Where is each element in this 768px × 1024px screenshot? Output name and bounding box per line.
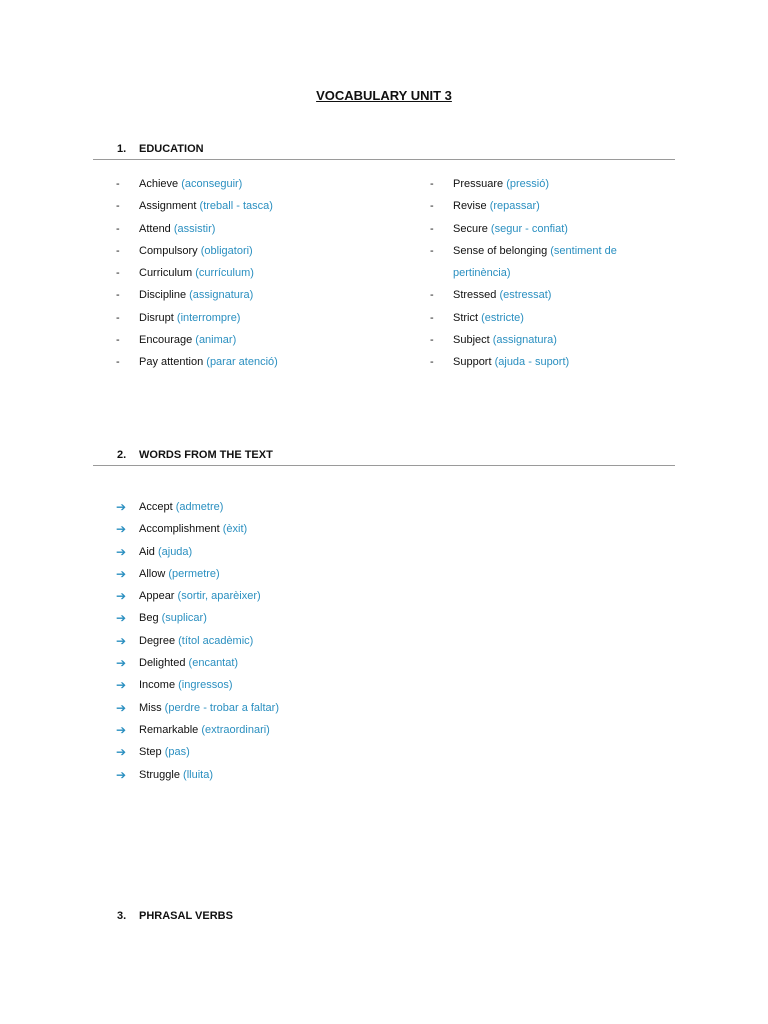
list-item (116, 496, 279, 518)
list-item (116, 351, 278, 373)
dash-bullet: - (430, 244, 434, 257)
arrow-right-icon: ➔ (116, 722, 127, 737)
list-item (430, 284, 617, 306)
section-title: PHRASAL VERBS (139, 910, 233, 922)
section-number: 3. (117, 910, 127, 922)
arrow-right-icon: ➔ (116, 767, 127, 782)
vocab-translation: (segur - confiat) (490, 222, 568, 235)
dash-bullet: - (430, 289, 434, 302)
list-item (116, 173, 278, 195)
arrow-right-icon: ➔ (116, 544, 127, 559)
vocab-translation: (pressió) (506, 178, 549, 190)
vocab-translation: (currículum) (195, 267, 254, 280)
section-number: 2. (117, 449, 127, 461)
list-item (116, 518, 279, 540)
dash-bullet: - (430, 178, 434, 190)
education-right-column (430, 173, 617, 374)
vocab-translation: (interrompre) (176, 311, 241, 324)
vocab-word: Pay attention (139, 356, 204, 369)
vocab-word: Income (139, 679, 176, 692)
vocab-translation: (títol acadèmic) (178, 634, 254, 647)
list-item (116, 719, 279, 741)
vocab-translation: (assignatura) (492, 334, 557, 347)
vocab-word: Sense of belonging (453, 244, 548, 257)
vocab-word: Degree (139, 634, 176, 647)
list-item (116, 630, 279, 652)
vocab-translation: (permetre) (168, 567, 220, 580)
vocab-word: Accept (139, 501, 173, 513)
vocab-word: Remarkable (139, 723, 199, 736)
vocab-word: Accomplishment (139, 523, 220, 536)
vocab-translation: (estressat) (499, 289, 552, 302)
list-item (116, 652, 279, 674)
vocab-word: Disrupt (139, 311, 174, 324)
arrow-right-icon: ➔ (116, 678, 127, 693)
vocab-translation: (repassar) (489, 200, 540, 213)
vocab-word: Struggle (139, 768, 180, 781)
vocab-word: Encourage (139, 334, 193, 347)
vocab-translation: (ajuda) (157, 545, 193, 558)
section-title: WORDS FROM THE TEXT (139, 449, 273, 461)
vocab-translation: (perdre - trobar a faltar) (164, 701, 279, 714)
vocab-word: Discipline (139, 289, 187, 302)
vocab-translation: (suplicar) (161, 612, 207, 625)
list-item (430, 351, 617, 373)
vocab-translation: (animar) (195, 334, 237, 347)
list-item-continuation (453, 262, 617, 284)
section-heading-education (117, 143, 204, 155)
dash-bullet: - (430, 200, 434, 213)
arrow-right-icon: ➔ (116, 656, 127, 671)
vocab-word: Subject (453, 334, 490, 347)
section-divider (93, 159, 675, 160)
dash-bullet: - (116, 289, 120, 302)
vocab-translation: (encantat) (188, 657, 239, 670)
dash-bullet: - (116, 244, 120, 257)
vocab-word: Allow (139, 567, 166, 580)
vocab-translation: (assignatura) (189, 289, 254, 302)
list-item (430, 307, 617, 329)
vocab-word: Secure (453, 222, 488, 235)
dash-bullet: - (116, 178, 120, 190)
dash-bullet: - (430, 334, 434, 347)
vocab-word: Curriculum (139, 267, 193, 280)
list-item (430, 195, 617, 217)
list-item (116, 307, 278, 329)
list-item (116, 541, 279, 563)
vocab-translation: (estricte) (481, 311, 524, 324)
list-item (430, 218, 617, 240)
list-item (116, 607, 279, 629)
vocab-word: Revise (453, 200, 487, 213)
vocab-translation: (assistir) (173, 222, 216, 235)
list-item (116, 697, 279, 719)
section-divider (93, 465, 675, 466)
vocab-word: Stressed (453, 289, 497, 302)
vocab-word: Miss (139, 701, 162, 714)
arrow-right-icon: ➔ (116, 500, 127, 514)
list-item (116, 563, 279, 585)
list-item (116, 741, 279, 763)
vocab-word: Strict (453, 311, 479, 324)
list-item (430, 329, 617, 351)
words-from-text-list (116, 496, 279, 786)
arrow-right-icon: ➔ (116, 633, 127, 648)
list-item (116, 674, 279, 696)
vocab-word: Step (139, 746, 162, 759)
vocab-translation: (sortir, aparèixer) (177, 590, 261, 603)
vocab-translation: (lluita) (183, 768, 213, 781)
list-item (116, 764, 279, 786)
vocab-word: Attend (139, 222, 171, 235)
vocab-word: Compulsory (139, 244, 198, 257)
vocab-word: Aid (139, 545, 155, 558)
dash-bullet: - (116, 200, 120, 213)
page-title: VOCABULARY UNIT 3 (316, 88, 452, 103)
section-number: 1. (117, 143, 127, 155)
vocab-translation: (èxit) (222, 523, 248, 536)
dash-bullet: - (430, 356, 434, 369)
dash-bullet: - (116, 356, 120, 369)
list-item (116, 195, 278, 217)
dash-bullet: - (116, 334, 120, 347)
list-item (430, 173, 617, 195)
section-title: EDUCATION (139, 143, 204, 155)
vocab-word: Assignment (139, 200, 197, 213)
list-item (116, 585, 279, 607)
vocab-word: Delighted (139, 657, 186, 670)
vocab-translation: (aconseguir) (181, 178, 243, 190)
vocab-word: Pressuare (453, 178, 504, 190)
vocab-translation: pertinència) (453, 267, 511, 280)
list-item (430, 240, 617, 262)
dash-bullet: - (116, 311, 120, 324)
vocab-translation: (treball - tasca) (199, 200, 273, 213)
dash-bullet: - (430, 222, 434, 235)
vocab-translation: (extraordinari) (201, 723, 270, 736)
vocab-translation: (parar atenció) (206, 356, 278, 369)
vocab-word: Appear (139, 590, 175, 603)
education-left-column (116, 173, 278, 374)
section-heading-phrasal-verbs (117, 910, 233, 922)
list-item (116, 329, 278, 351)
dash-bullet: - (116, 267, 120, 280)
vocab-translation: (ajuda - suport) (494, 356, 570, 369)
dash-bullet: - (116, 222, 120, 235)
vocab-translation: (sentiment de (550, 244, 617, 257)
list-item (116, 284, 278, 306)
arrow-right-icon: ➔ (116, 522, 127, 537)
arrow-right-icon: ➔ (116, 745, 127, 760)
vocab-translation: (obligatori) (200, 244, 253, 257)
arrow-right-icon: ➔ (116, 589, 127, 604)
list-item (116, 218, 278, 240)
vocab-translation: (admetre) (175, 501, 224, 513)
vocab-translation: (pas) (164, 746, 190, 759)
arrow-right-icon: ➔ (116, 700, 127, 715)
vocab-word: Beg (139, 612, 159, 625)
vocab-word: Achieve (139, 178, 179, 190)
list-item (116, 262, 278, 284)
arrow-right-icon: ➔ (116, 611, 127, 626)
arrow-right-icon: ➔ (116, 566, 127, 581)
vocab-word: Support (453, 356, 492, 369)
list-item (116, 240, 278, 262)
dash-bullet: - (430, 311, 434, 324)
vocab-translation: (ingressos) (178, 679, 233, 692)
section-heading-words-from-the-text (117, 449, 273, 461)
